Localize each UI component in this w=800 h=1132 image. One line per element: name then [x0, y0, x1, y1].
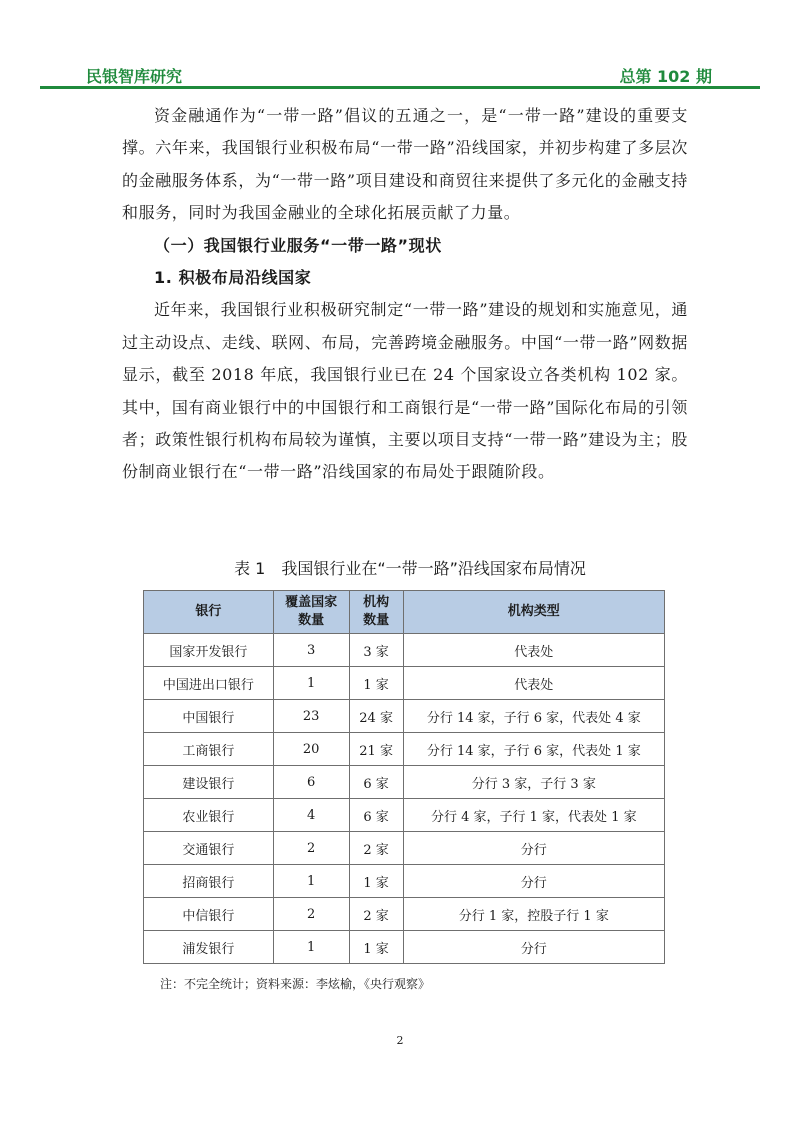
- cell-institution-count: 1 家: [349, 667, 403, 700]
- cell-bank: 农业银行: [144, 799, 274, 832]
- cell-bank: 交通银行: [144, 832, 274, 865]
- cell-bank: 中国进出口银行: [144, 667, 274, 700]
- header-institution-type: 机构类型: [403, 591, 664, 634]
- cell-country-count: 4: [273, 799, 349, 832]
- body-text: [122, 100, 688, 489]
- table-note: 注：不完全统计；资料来源：李炫榆，《央行观察》: [160, 977, 431, 991]
- paragraph-1: 资金融通作为“一带一路”倡议的五通之一，是“一带一路”建设的重要支撑。六年来，我国银行业积极布局“一带一路”沿线国家，并初步构建了多层次的金融服务体系，为“一带一路”项目建设和商贸往来提供了多元化的金融支持和服务，同时为我国金融业的全球化拓展贡献了力量。: [122, 106, 688, 223]
- cell-institution-type: 分行 14 家，子行 6 家，代表处 1 家: [403, 733, 664, 766]
- cell-institution-count: 3 家: [349, 634, 403, 667]
- table-row: [144, 799, 665, 832]
- cell-institution-count: 6 家: [349, 766, 403, 799]
- cell-bank: 工商银行: [144, 733, 274, 766]
- table-row: [144, 634, 665, 667]
- cell-bank: 浦发银行: [144, 931, 274, 964]
- table-row: [144, 700, 665, 733]
- cell-country-count: 2: [273, 832, 349, 865]
- cell-bank: 中国银行: [144, 700, 274, 733]
- table-row: [144, 766, 665, 799]
- issue-number: 总第 102 期: [619, 67, 712, 86]
- page-header: [40, 58, 760, 88]
- table-row: [144, 667, 665, 700]
- cell-bank: 招商银行: [144, 865, 274, 898]
- cell-institution-type: 分行: [403, 832, 664, 865]
- header-institution-count-label: 机构数量: [363, 595, 390, 628]
- cell-institution-type: 分行 14 家，子行 6 家，代表处 4 家: [403, 700, 664, 733]
- cell-bank: 中信银行: [144, 898, 274, 931]
- cell-bank: 国家开发银行: [144, 634, 274, 667]
- table-row: [144, 898, 665, 931]
- cell-country-count: 1: [273, 931, 349, 964]
- cell-institution-count: 2 家: [349, 898, 403, 931]
- cell-bank: 建设银行: [144, 766, 274, 799]
- cell-country-count: 1: [273, 865, 349, 898]
- cell-institution-type: 分行: [403, 865, 664, 898]
- cell-country-count: 3: [273, 634, 349, 667]
- cell-institution-type: 代表处: [403, 634, 664, 667]
- table-row: [144, 931, 665, 964]
- cell-institution-count: 6 家: [349, 799, 403, 832]
- cell-institution-type: 分行 4 家，子行 1 家，代表处 1 家: [403, 799, 664, 832]
- cell-country-count: 6: [273, 766, 349, 799]
- header-rule: [40, 86, 760, 89]
- cell-institution-count: 24 家: [349, 700, 403, 733]
- table-body: [144, 634, 665, 964]
- cell-institution-count: 1 家: [349, 931, 403, 964]
- table-row: [144, 865, 665, 898]
- table-caption: 表 1 我国银行业在“一带一路”沿线国家布局情况: [234, 559, 586, 578]
- paragraph-2: 近年来，我国银行业积极研究制定“一带一路”建设的规划和实施意见，通过主动设点、走线、联网、布局，完善跨境金融服务。中国“一带一路”网数据显示，截至 2018 年底，我国银行业已在 24 个国家设立各类机构 102 家。其中，国有商业银行中的中国银行和工商银行是“一带一路”国际化布局的引领者；政策性银行机构布局较为谨慎，主要以项目支持“一带一路”建设为主；股份制商业银行在“一带一路”沿线国家的布局处于跟随阶段。: [122, 300, 688, 482]
- table-row: [144, 832, 665, 865]
- subsection-heading: 1. 积极布局沿线国家: [154, 268, 312, 288]
- bank-layout-table: [143, 590, 665, 964]
- cell-institution-type: 分行: [403, 931, 664, 964]
- table-row: [144, 733, 665, 766]
- page-number: 2: [396, 1034, 404, 1047]
- cell-institution-type: 分行 1 家，控股子行 1 家: [403, 898, 664, 931]
- cell-country-count: 1: [273, 667, 349, 700]
- publication-title: 民银智库研究: [86, 67, 183, 86]
- cell-country-count: 20: [273, 733, 349, 766]
- header-country-count: [273, 591, 349, 634]
- header-country-count-label: 覆盖国家数量: [285, 595, 338, 628]
- cell-institution-count: 2 家: [349, 832, 403, 865]
- cell-institution-count: 1 家: [349, 865, 403, 898]
- cell-institution-type: 代表处: [403, 667, 664, 700]
- header-bank: 银行: [144, 591, 274, 634]
- cell-country-count: 23: [273, 700, 349, 733]
- cell-country-count: 2: [273, 898, 349, 931]
- header-institution-count: [349, 591, 403, 634]
- cell-institution-type: 分行 3 家，子行 3 家: [403, 766, 664, 799]
- section-heading: （一）我国银行业服务“一带一路”现状: [154, 235, 442, 255]
- table-header-row: [144, 591, 665, 634]
- cell-institution-count: 21 家: [349, 733, 403, 766]
